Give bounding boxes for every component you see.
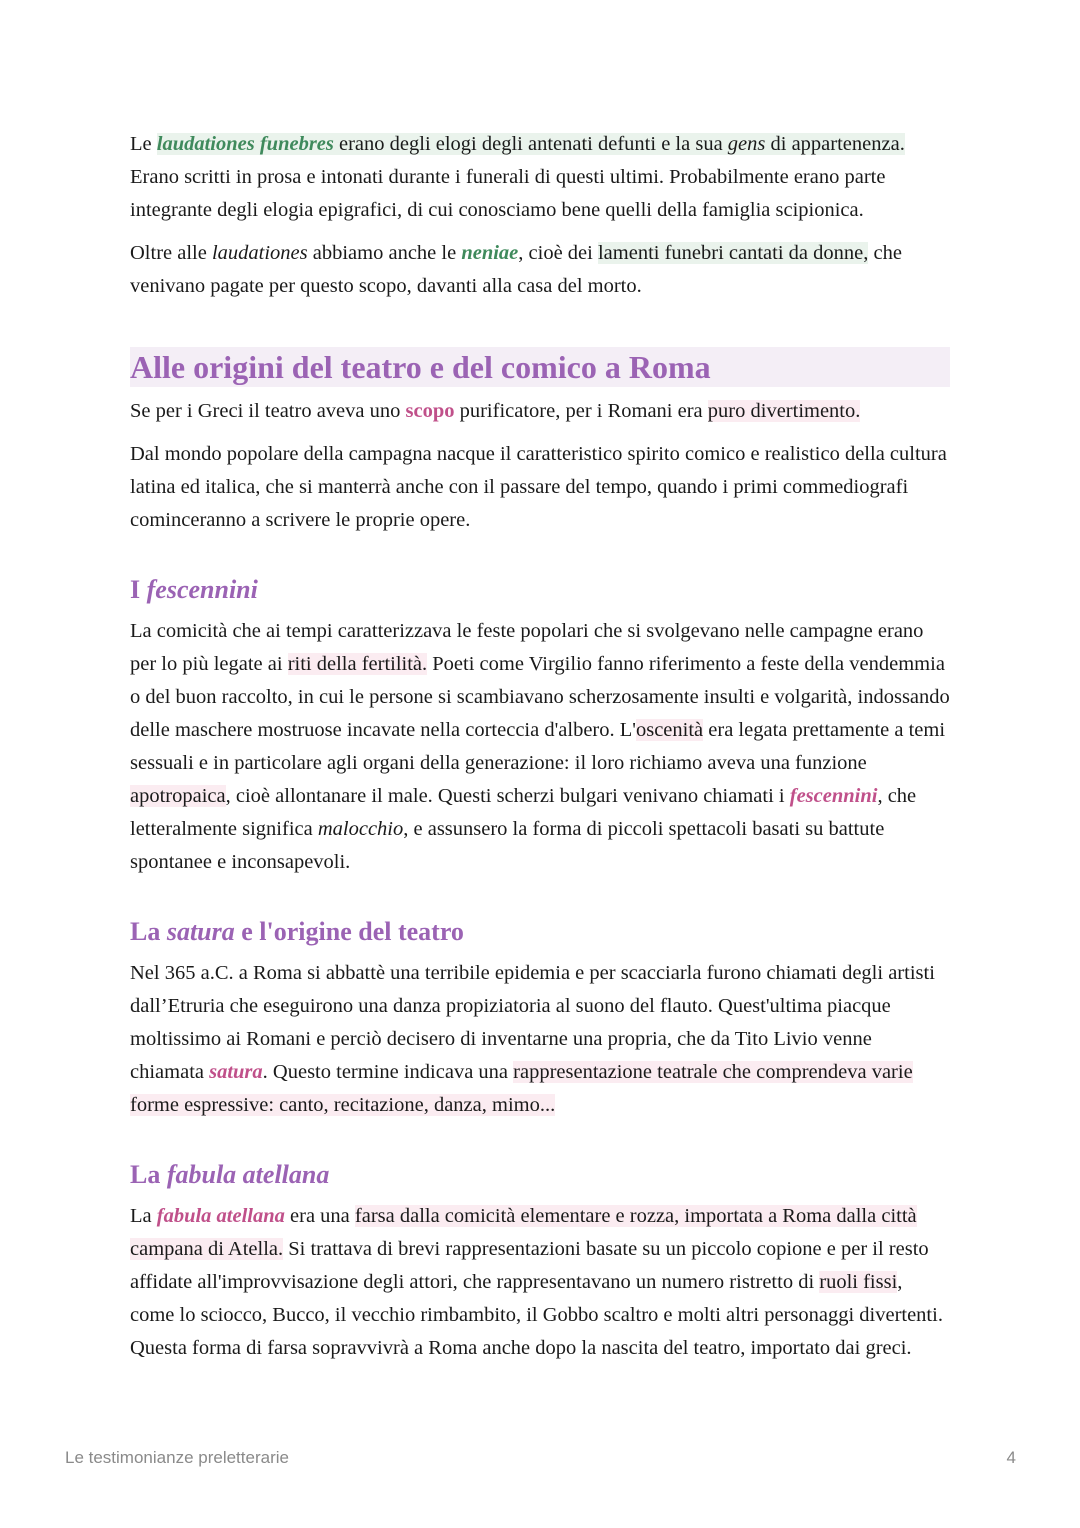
keyword-scopo: scopo: [405, 400, 455, 422]
footer-page-number: 4: [1006, 1448, 1016, 1467]
keyword-neniae: neniae: [461, 242, 519, 264]
text-run: Nel 365 a.C. a Roma si abbattè una terribile epidemia e per scacciarla furono chiamati degli artisti dall’Etruria che eseguirono una danza propiziatoria al suono del flauto. Quest'ultima piacque moltissimo ai Romani e perciò decisero di inventarne una propria, che da Tito Livio venne chiamata: [130, 962, 935, 1083]
text-run: La comicità che ai tempi caratterizzava le feste popolari che si svolgevano nelle campagne erano per lo più legate ai: [130, 620, 924, 675]
keyword-fescennini: fescennini: [789, 785, 878, 807]
paragraph-fescennini: [130, 615, 950, 879]
text-run: La: [130, 1205, 157, 1227]
highlight-text: lamenti funebri cantati da donne,: [597, 242, 869, 264]
highlight-text: apotropaica: [130, 785, 226, 807]
title-italic: satura: [166, 917, 235, 946]
keyword-laudationes-funebres: laudationes funebres: [156, 133, 334, 155]
highlight-text: puro divertimento.: [707, 400, 861, 422]
keyword-fabula-atellana: fabula atellana: [156, 1205, 285, 1227]
paragraph-scopo: [130, 395, 950, 428]
keyword-laudationes: laudationes: [211, 242, 308, 264]
keyword-malocchio: malocchio: [317, 818, 404, 840]
title-italic: fabula atellana: [166, 1160, 330, 1189]
text-run: , e assunsero la forma di piccoli spettacoli basati su battute spontanee e inconsapevoli.: [130, 818, 885, 873]
keyword-gens: gens: [727, 133, 766, 155]
paragraph-satura: [130, 957, 950, 1122]
highlight-text: appartenenza.: [791, 133, 905, 155]
text-run: Erano scritti in prosa e intonati durante i funerali di questi ultimi. Probabilmente erano parte integrante degli elogia epigrafici, di cui conosciamo bene quelli della famiglia scipionica.: [130, 166, 886, 221]
paragraph-neniae: [130, 237, 950, 303]
title-part: I: [130, 575, 147, 604]
title-part: La: [130, 917, 167, 946]
text-run: , cioè dei: [518, 242, 598, 264]
highlight-text: erano degli elogi degli antenati defunti e la sua: [333, 133, 728, 155]
text-run: che venivano pagate per questo scopo, davanti alla casa del morto.: [130, 242, 902, 297]
footer-document-title: Le testimonianze preletterarie: [65, 1448, 289, 1467]
text-run: Poeti come Virgilio fanno riferimento a feste della vendemmia o del buon raccolto, in cui le persone si scambiavano scherzosamente insulti e volgarità, indossando delle maschere mostruose incavate nella corteccia d'albero. L': [130, 653, 950, 741]
text-run: Oltre alle: [130, 242, 212, 264]
title-part: e l'origine del teatro: [234, 917, 464, 946]
text-run: era legata prettamente a temi sessuali e in particolare agli organi della generazione: il loro richiamo aveva una funzione: [130, 719, 946, 774]
text-run: Se per i Greci il teatro aveva uno: [130, 400, 406, 422]
text-run: , cioè allontanare il male. Questi scherzi bulgari venivano chiamati i: [225, 785, 790, 807]
section-title: Alle origini del teatro e del comico a Roma: [130, 347, 950, 387]
keyword-satura: satura: [209, 1061, 263, 1083]
title-italic: fescennini: [146, 575, 258, 604]
paragraph-mondo-popolare: Dal mondo popolare della campagna nacque il caratteristico spirito comico e realistico della cultura latina ed italica, che si manterrà anche con il passare del tempo, quando i primi commediografi cominceranno a scrivere le proprie opere.: [130, 443, 947, 531]
text-run: purificatore, per i Romani era: [454, 400, 708, 422]
text-run: Si trattava di brevi rappresentazioni basate su un piccolo copione e per il resto affidate all'improvvisazione degli attori, che rappresentavano un numero ristretto di: [130, 1238, 929, 1293]
document-body: [130, 128, 950, 1365]
highlight-text: farsa dalla comicità elementare e rozza, importata a Roma dalla città campana di Atella.: [130, 1205, 917, 1260]
text-run: , come lo sciocco, Bucco, il vecchio rimbambito, il Gobbo scaltro e molti altri personaggi divertenti. Questa forma di farsa sopravvivrà a Roma anche dopo la nascita del teatro, importato dai greci.: [130, 1271, 943, 1359]
paragraph-atellana: [130, 1200, 950, 1365]
subsection-title-atellana: [130, 1158, 950, 1192]
highlight-text: oscenità: [635, 719, 704, 741]
text-run: Le: [130, 133, 157, 155]
highlight-text: rappresentazione teatrale che comprendeva varie forme espressive: canto, recitazione, danza, mimo...: [130, 1061, 913, 1116]
text-run: abbiamo anche le: [307, 242, 462, 264]
subsection-title-satura: [130, 915, 950, 949]
highlight-text: di: [765, 133, 792, 155]
subsection-title-fescennini: [130, 573, 950, 607]
text-run: . Questo termine indicava una: [262, 1061, 514, 1083]
paragraph-laudationes: [130, 128, 950, 227]
text-run: , che letteralmente significa: [130, 785, 917, 840]
text-run: era una: [284, 1205, 355, 1227]
highlight-text: ruoli fissi: [819, 1271, 898, 1293]
highlight-text: riti della fertilità.: [287, 653, 428, 675]
title-part: La: [130, 1160, 167, 1189]
